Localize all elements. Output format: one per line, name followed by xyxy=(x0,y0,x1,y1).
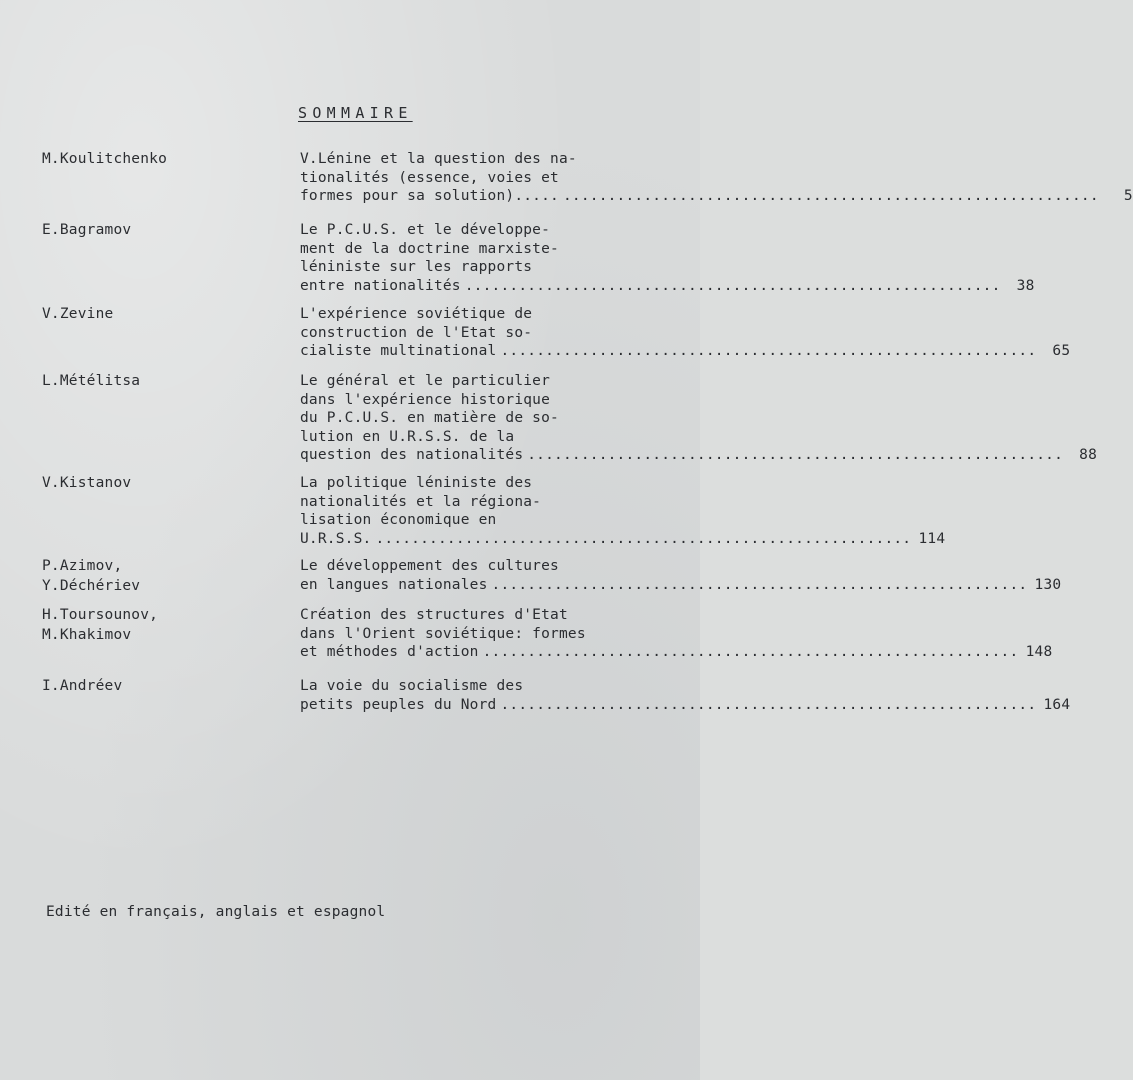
article-title-line: Le développement des cultures xyxy=(300,558,559,574)
article-title-line: nationalités et la régiona- xyxy=(300,493,542,510)
article-title-line: en langues nationales xyxy=(300,576,488,593)
page-number: 88 xyxy=(1079,447,1098,463)
author-name: H.Toursounov, xyxy=(42,607,159,623)
article-title-line: lisation économique en xyxy=(300,512,497,528)
page-number: 164 xyxy=(1043,696,1071,713)
article-title-line: La voie du socialisme des xyxy=(300,678,524,694)
article-title-line: U.R.S.S. xyxy=(300,530,372,547)
article-title-line: cialiste multinational xyxy=(300,343,497,359)
article-title-line: léniniste sur les rapports xyxy=(300,259,533,275)
toc-author xyxy=(42,372,140,392)
article-title-line: dans l'Orient soviétique: formes xyxy=(300,625,586,642)
toc-author xyxy=(42,677,122,697)
article-title-line: petits peuples du Nord xyxy=(300,696,497,713)
leader-dots: ............................................................ xyxy=(562,188,1099,204)
toc-article xyxy=(300,372,1098,465)
article-title-line: La politique léniniste des xyxy=(300,475,533,491)
article-title-line: V.Lénine et la question des na- xyxy=(300,151,577,167)
article-title-line: formes pour sa solution)..... xyxy=(300,188,559,204)
leader-dots: ............................................................ xyxy=(500,696,1037,713)
toc-article xyxy=(300,221,1035,295)
article-title-line: question des nationalités xyxy=(300,447,524,463)
author-name: M.Koulitchenko xyxy=(42,151,168,167)
article-title-line: dans l'expérience historique xyxy=(300,391,551,408)
page-number: 5 xyxy=(1123,188,1133,204)
article-title-line: Le général et le particulier xyxy=(300,373,551,389)
toc-article xyxy=(300,474,946,548)
article-title-line: tionalités (essence, voies et xyxy=(300,169,559,186)
toc-author xyxy=(42,221,131,241)
article-title-line: Création des structures d'Etat xyxy=(300,607,568,623)
toc-article xyxy=(300,150,1133,206)
leader-dots: ............................................................ xyxy=(375,530,912,547)
page-title: SOMMAIRE xyxy=(298,104,413,122)
article-title-line: lution en U.R.S.S. de la xyxy=(300,428,515,445)
toc-author xyxy=(42,474,131,494)
article-title-line: Le P.C.U.S. et le développe- xyxy=(300,222,551,238)
article-title-line: construction de l'Etat so- xyxy=(300,324,533,341)
page-number: 114 xyxy=(918,530,946,547)
toc-author xyxy=(42,606,158,645)
toc-article xyxy=(300,305,1071,361)
author-name: E.Bagramov xyxy=(42,222,132,238)
leader-dots: ............................................................ xyxy=(500,343,1037,359)
page-number: 38 xyxy=(1016,277,1035,294)
article-title-line: et méthodes d'action xyxy=(300,644,479,660)
author-name: Y.Déchériev xyxy=(42,577,141,594)
leader-dots: ............................................................ xyxy=(527,447,1064,463)
toc-article xyxy=(300,606,1053,662)
toc-article xyxy=(300,677,1071,714)
page-number: 148 xyxy=(1025,644,1053,660)
article-title-line: ment de la doctrine marxiste- xyxy=(300,240,559,257)
publication-note: Edité en français, anglais et espagnol xyxy=(46,904,386,920)
article-title-line: du P.C.U.S. en matière de so- xyxy=(300,410,559,426)
page-number: 65 xyxy=(1052,343,1071,359)
toc-article xyxy=(300,557,1062,594)
leader-dots: ............................................................ xyxy=(464,277,1001,294)
leader-dots: ............................................................ xyxy=(491,576,1028,593)
leader-dots: ............................................................ xyxy=(482,644,1019,660)
author-name: L.Métélitsa xyxy=(42,373,141,389)
article-title-line: entre nationalités xyxy=(300,277,461,294)
author-name: M.Khakimov xyxy=(42,626,132,643)
toc-author xyxy=(42,150,167,170)
article-title-line: L'expérience soviétique de xyxy=(300,306,533,322)
author-name: I.Andréev xyxy=(42,678,123,694)
toc-author xyxy=(42,305,113,325)
author-name: P.Azimov, xyxy=(42,558,123,574)
author-name: V.Kistanov xyxy=(42,475,132,491)
author-name: V.Zevine xyxy=(42,306,114,322)
toc-author xyxy=(42,557,140,596)
page-number: 130 xyxy=(1034,576,1062,593)
